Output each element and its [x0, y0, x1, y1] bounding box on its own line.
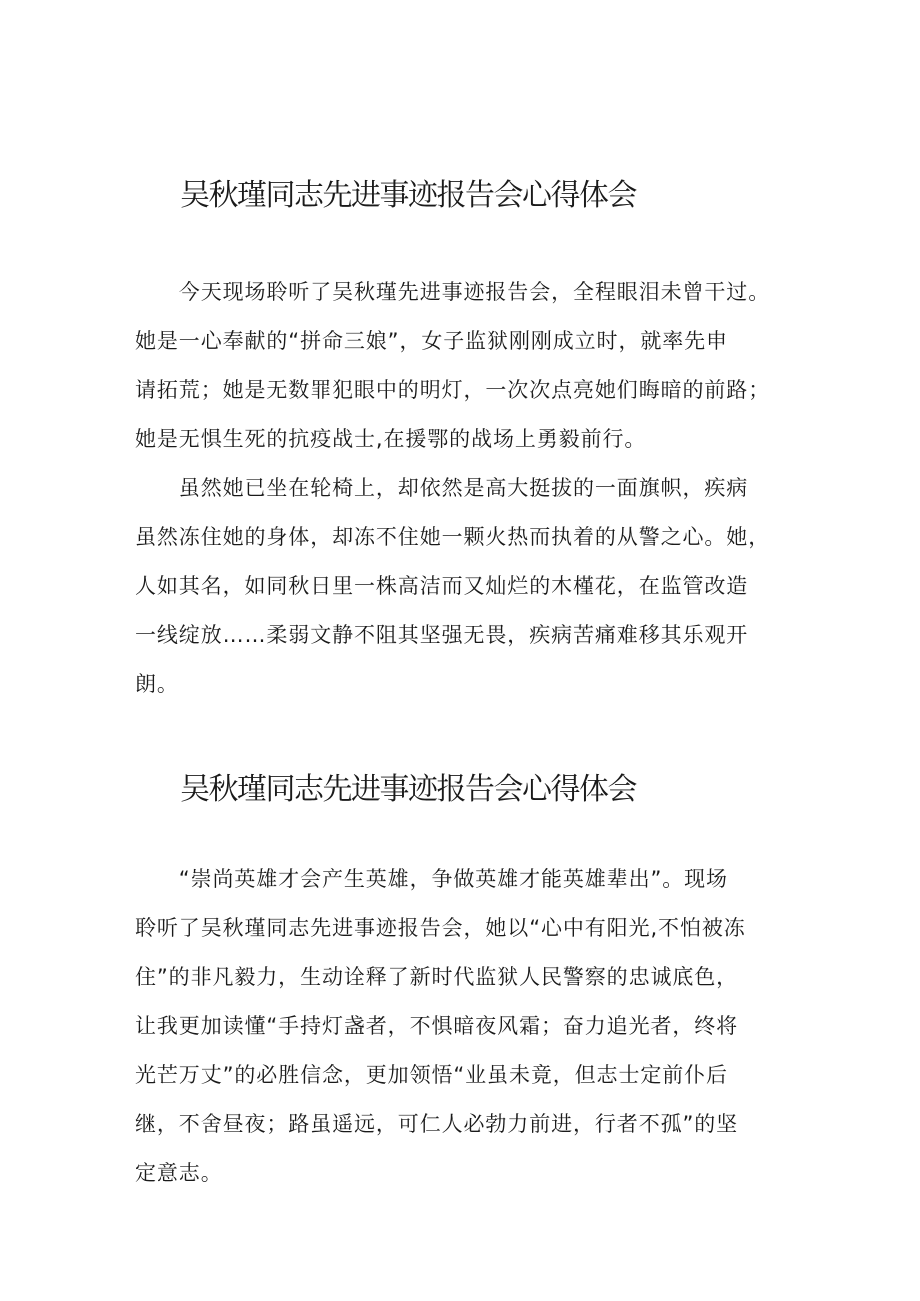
text-line: 人如其名，如同秋日里一株高洁而又灿烂的木槿花，在监管改造 [135, 574, 749, 598]
text-line: 虽然她已坐在轮椅上，却依然是高大挺拔的一面旗帜，疾病 [135, 476, 749, 500]
section-2-paragraph-1 [135, 855, 815, 1198]
text-line: 让我更加读懂“手持灯盏者，不惧暗夜风霜；奋力追光者，终将 [135, 1014, 739, 1038]
text-line: 光芒万丈”的必胜信念，更加领悟“业虽未竟，但志士定前仆后 [135, 1063, 728, 1087]
section-2-title: 吴秋瑾同志先进事迹报告会心得体会 [180, 772, 636, 807]
text-line: 朗。 [135, 672, 179, 696]
text-line: 今天现场聆听了吴秋瑾先进事迹报告会，全程眼泪未曾干过。 [135, 280, 771, 304]
text-line: 聆听了吴秋瑾同志先进事迹报告会，她以“心中有阳光,不怕被冻 [135, 916, 746, 940]
text-line: 定意志。 [135, 1161, 223, 1185]
text-line: 虽然冻住她的身体，却冻不住她一颗火热而执着的从警之心。她， [135, 525, 771, 549]
section-1-paragraph-1 [135, 268, 815, 464]
section-1-title: 吴秋瑾同志先进事迹报告会心得体会 [180, 178, 636, 213]
section-1-paragraph-2 [135, 464, 815, 709]
text-line: 请拓荒；她是无数罪犯眼中的明灯，一次次点亮她们晦暗的前路； [135, 378, 771, 402]
text-line: 她是无惧生死的抗疫战士,在援鄂的战场上勇毅前行。 [135, 427, 647, 451]
text-line: 她是一心奉献的“拼命三娘”，女子监狱刚刚成立时，就率先申 [135, 329, 728, 353]
text-line: 一线绽放……柔弱文静不阻其坚强无畏，疾病苦痛难移其乐观开 [135, 623, 749, 647]
text-line: 继，不舍昼夜；路虽遥远，可仁人必勃力前进，行者不孤”的坚 [135, 1112, 739, 1136]
text-line: 住”的非凡毅力，生动诠释了新时代监狱人民警察的忠诚底色， [135, 965, 739, 989]
text-line: “崇尚英雄才会产生英雄，争做英雄才能英雄辈出”。现场 [135, 867, 728, 891]
